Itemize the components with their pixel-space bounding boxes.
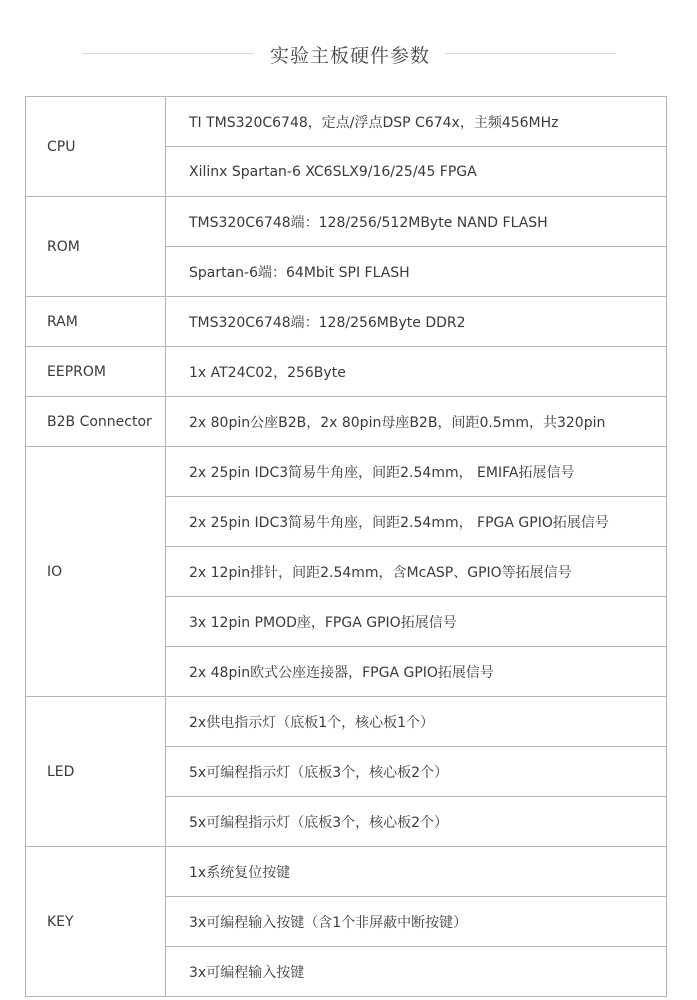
table-row [26,97,667,147]
hardware-spec-table [25,96,667,997]
title-divider-left [82,53,254,54]
spec-value-cell: 5x可编程指示灯（底板3个，核心板2个） [166,797,667,847]
section-title: 实验主板硬件参数 [269,45,430,67]
category-cell: LED [26,697,166,847]
spec-value-cell: TMS320C6748端：128/256MByte DDR2 [166,297,667,347]
spec-value-cell: Spartan-6端：64Mbit SPI FLASH [166,247,667,297]
spec-value-cell: 2x供电指示灯（底板1个，核心板1个） [166,697,667,747]
table-row [26,397,667,447]
title-divider-right [446,53,616,54]
category-cell: B2B Connector [26,397,166,447]
table-row [26,197,667,247]
spec-value-cell: 3x可编程输入按键（含1个非屏蔽中断按键） [166,897,667,947]
category-cell: KEY [26,847,166,997]
spec-value-cell: 1x系统复位按键 [166,847,667,897]
spec-value-cell: 1x AT24C02，256Byte [166,347,667,397]
table-row [26,447,667,497]
spec-value-cell: Xilinx Spartan-6 XC6SLX9/16/25/45 FPGA [166,147,667,197]
spec-value-cell: 2x 25pin IDC3简易牛角座，间距2.54mm， FPGA GPIO拓展信号 [166,497,667,547]
category-cell: CPU [26,97,166,197]
category-cell: EEPROM [26,347,166,397]
spec-value-cell: 3x 12pin PMOD座，FPGA GPIO拓展信号 [166,597,667,647]
spec-value-cell: 2x 48pin欧式公座连接器，FPGA GPIO拓展信号 [166,647,667,697]
table-row [26,347,667,397]
spec-value-cell: 2x 25pin IDC3简易牛角座，间距2.54mm， EMIFA拓展信号 [166,447,667,497]
category-cell: ROM [26,197,166,297]
spec-value-cell: 5x可编程指示灯（底板3个，核心板2个） [166,747,667,797]
spec-value-cell: 2x 12pin排针，间距2.54mm，含McASP、GPIO等拓展信号 [166,547,667,597]
spec-value-cell: 3x可编程输入按键 [166,947,667,997]
table-row [26,847,667,897]
table-row [26,697,667,747]
spec-value-cell: TMS320C6748端：128/256/512MByte NAND FLASH [166,197,667,247]
category-cell: IO [26,447,166,697]
table-row [26,297,667,347]
section-header [0,38,697,70]
category-cell: RAM [26,297,166,347]
spec-value-cell: 2x 80pin公座B2B，2x 80pin母座B2B，间距0.5mm，共320pin [166,397,667,447]
spec-value-cell: TI TMS320C6748，定点/浮点DSP C674x，主频456MHz [166,97,667,147]
